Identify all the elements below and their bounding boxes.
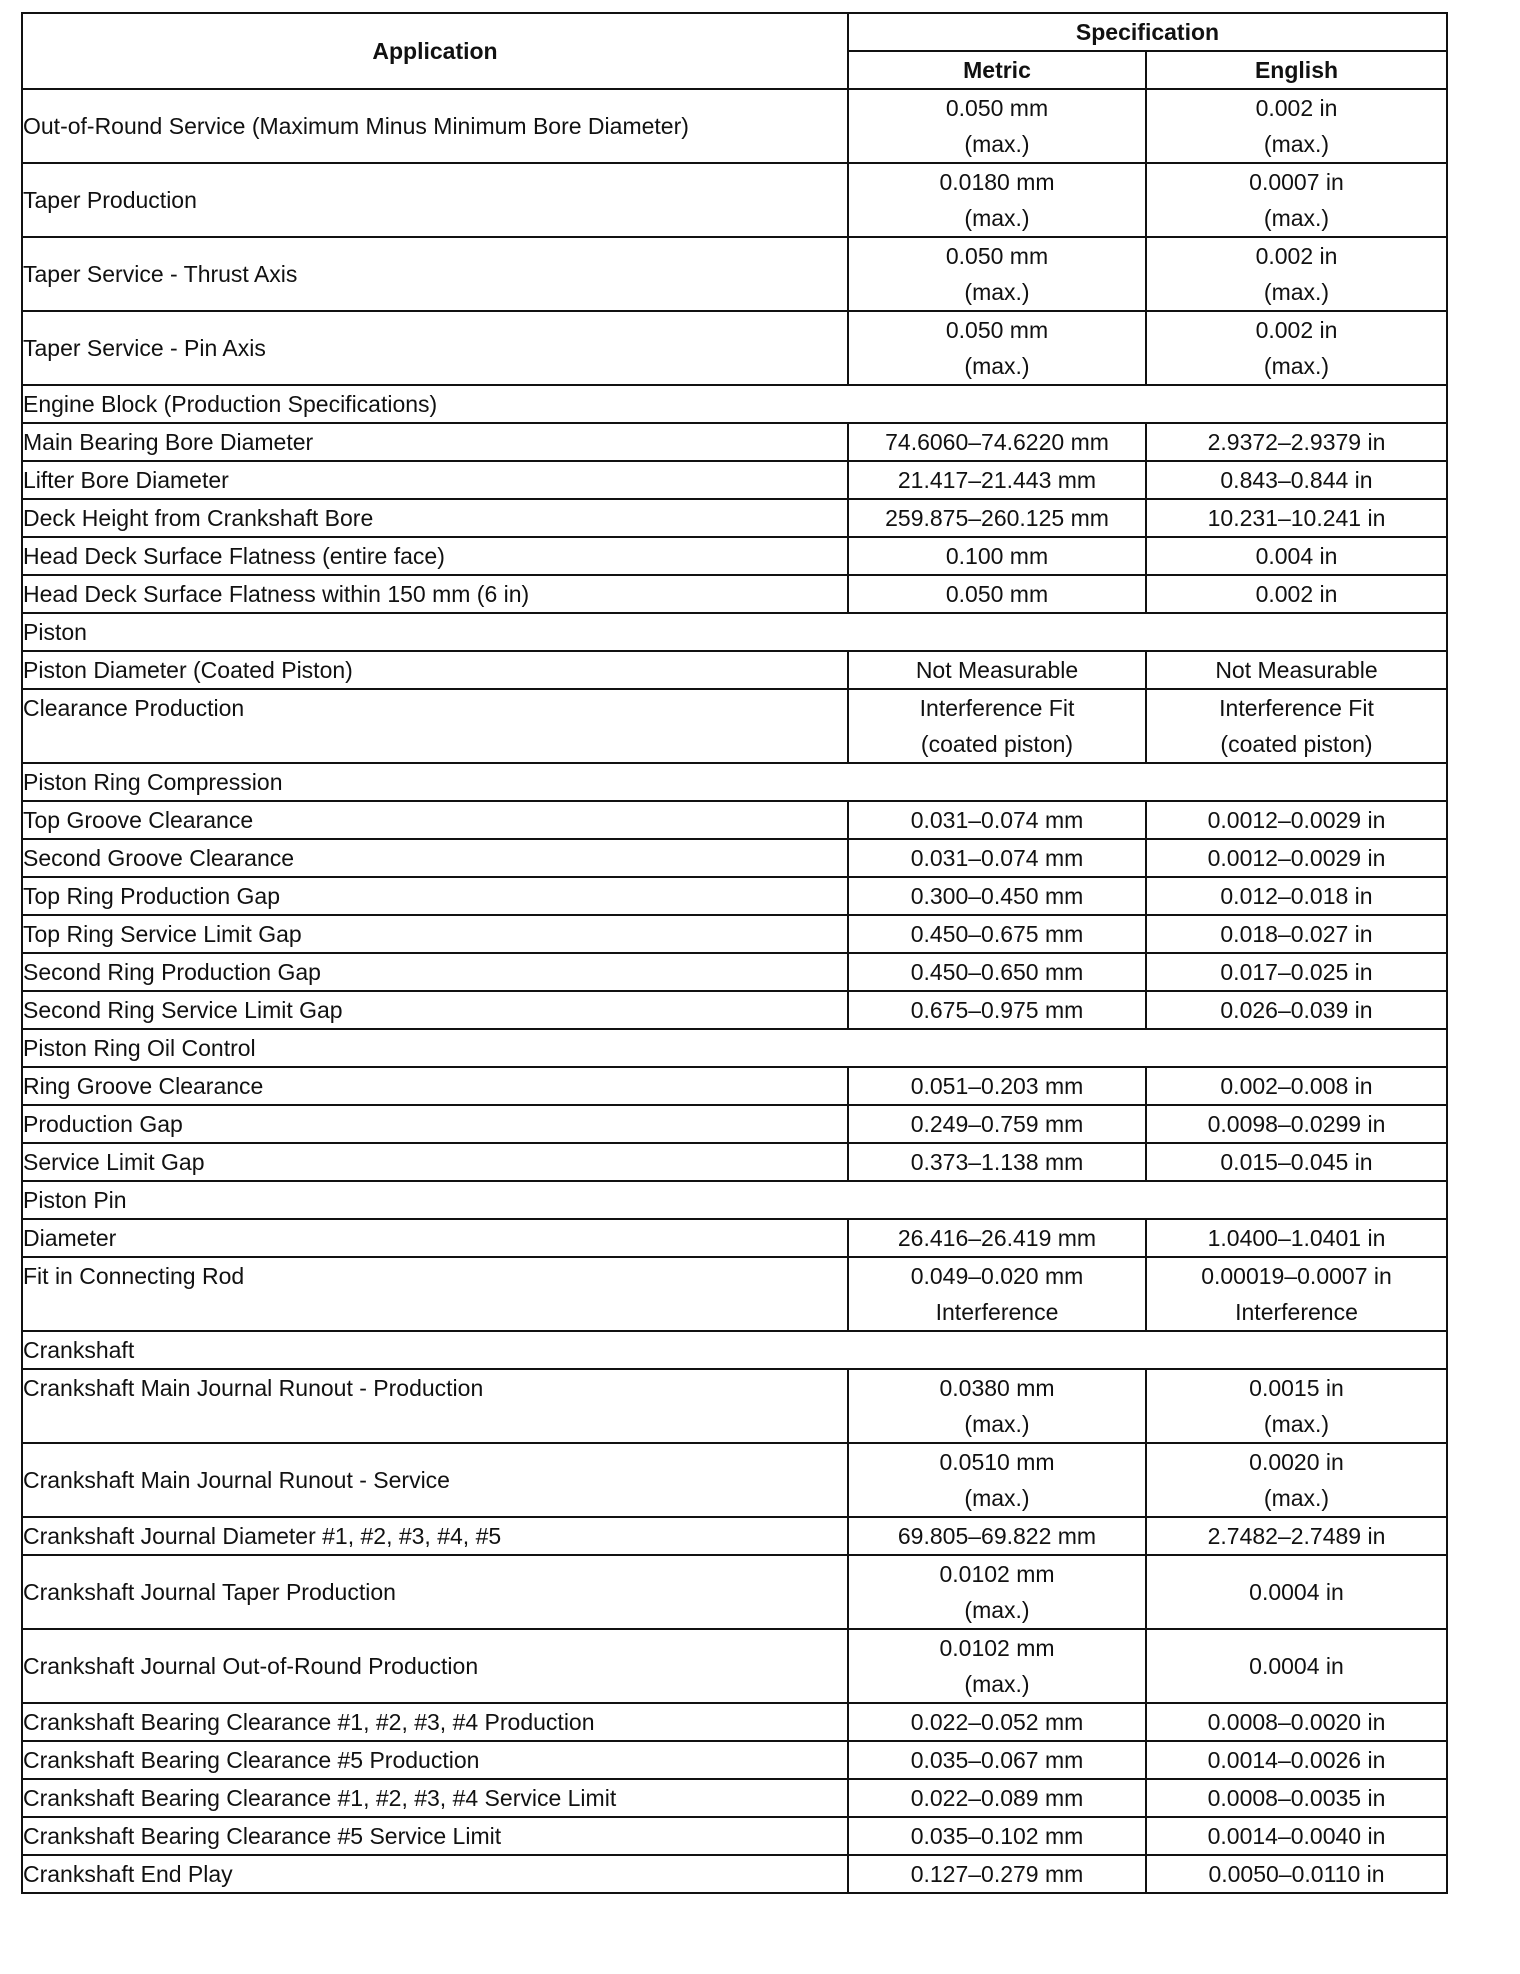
table-row <box>22 915 1447 953</box>
english-header: English <box>1146 51 1447 89</box>
english-cell <box>1146 1741 1447 1779</box>
specification-table <box>21 12 1448 1894</box>
table-body <box>22 89 1447 1893</box>
metric-cell <box>848 1517 1146 1555</box>
metric-cell <box>848 1443 1146 1517</box>
metric-cell <box>848 1105 1146 1143</box>
metric-cell <box>848 877 1146 915</box>
application-cell: Crankshaft Journal Taper Production <box>22 1555 848 1629</box>
english-value-line: 0.002 in <box>1255 317 1338 343</box>
metric-value-line: (max.) <box>964 131 1030 157</box>
metric-cell <box>848 991 1146 1029</box>
metric-value-line: 0.050 mm <box>945 317 1049 343</box>
metric-value-line: Interference Fit <box>919 695 1075 721</box>
metric-value-line: 0.050 mm <box>945 581 1049 607</box>
table-row <box>22 839 1447 877</box>
table-row <box>22 1629 1447 1703</box>
metric-cell <box>848 1703 1146 1741</box>
application-header: Application <box>22 13 848 89</box>
metric-cell <box>848 1629 1146 1703</box>
english-cell <box>1146 423 1447 461</box>
application-cell: Out-of-Round Service (Maximum Minus Minimum Bore Diameter) <box>22 89 848 163</box>
english-cell <box>1146 1855 1447 1893</box>
table-row <box>22 575 1447 613</box>
table-row <box>22 1741 1447 1779</box>
english-cell <box>1146 1105 1447 1143</box>
english-cell <box>1146 915 1447 953</box>
english-cell <box>1146 1067 1447 1105</box>
english-cell <box>1146 1555 1447 1629</box>
metric-value-line: 0.022–0.089 mm <box>910 1785 1084 1811</box>
application-cell: Top Ring Production Gap <box>22 877 848 915</box>
metric-value-line: 0.450–0.675 mm <box>910 921 1084 947</box>
application-cell: Crankshaft Journal Out-of-Round Production <box>22 1629 848 1703</box>
section-label: Crankshaft <box>22 1331 1447 1369</box>
table-row <box>22 1779 1447 1817</box>
english-value-line: 0.026–0.039 in <box>1220 997 1373 1023</box>
metric-value-line: 0.050 mm <box>945 95 1049 121</box>
metric-value-line: 0.0380 mm <box>939 1375 1055 1401</box>
english-cell <box>1146 1817 1447 1855</box>
metric-value-line: 0.450–0.650 mm <box>910 959 1084 985</box>
application-cell: Top Ring Service Limit Gap <box>22 915 848 953</box>
table-row <box>22 801 1447 839</box>
metric-value-line: 0.0180 mm <box>939 169 1055 195</box>
english-cell <box>1146 651 1447 689</box>
english-cell <box>1146 801 1447 839</box>
section-row <box>22 763 1447 801</box>
section-label: Piston Pin <box>22 1181 1447 1219</box>
application-cell: Second Groove Clearance <box>22 839 848 877</box>
metric-value-line: 0.035–0.102 mm <box>910 1823 1084 1849</box>
table-row <box>22 689 1447 763</box>
english-value-line: 0.0012–0.0029 in <box>1207 845 1386 871</box>
section-row <box>22 1331 1447 1369</box>
metric-cell <box>848 423 1146 461</box>
table-row <box>22 1443 1447 1517</box>
table-row <box>22 651 1447 689</box>
metric-cell <box>848 1779 1146 1817</box>
english-value-line: (coated piston) <box>1220 731 1373 757</box>
application-cell: Diameter <box>22 1219 848 1257</box>
table-row <box>22 1219 1447 1257</box>
table-row <box>22 1067 1447 1105</box>
english-value-line: 0.0008–0.0020 in <box>1207 1709 1386 1735</box>
metric-cell <box>848 311 1146 385</box>
metric-cell <box>848 537 1146 575</box>
english-cell <box>1146 953 1447 991</box>
metric-value-line: (max.) <box>964 1671 1030 1697</box>
metric-value-line: 0.0102 mm <box>939 1635 1055 1661</box>
english-cell <box>1146 461 1447 499</box>
english-value-line: 0.004 in <box>1255 543 1338 569</box>
metric-cell <box>848 461 1146 499</box>
application-cell: Clearance Production <box>22 689 848 763</box>
metric-cell <box>848 163 1146 237</box>
english-value-line: 10.231–10.241 in <box>1207 505 1386 531</box>
section-label: Piston <box>22 613 1447 651</box>
section-label: Piston Ring Compression <box>22 763 1447 801</box>
metric-value-line: 0.049–0.020 mm <box>910 1263 1084 1289</box>
english-cell <box>1146 311 1447 385</box>
english-cell <box>1146 1257 1447 1331</box>
table-row <box>22 1855 1447 1893</box>
application-cell: Main Bearing Bore Diameter <box>22 423 848 461</box>
application-cell: Deck Height from Crankshaft Bore <box>22 499 848 537</box>
section-label: Engine Block (Production Specifications) <box>22 385 1447 423</box>
metric-value-line: 0.0510 mm <box>939 1449 1055 1475</box>
metric-header: Metric <box>848 51 1146 89</box>
metric-value-line: (max.) <box>964 1485 1030 1511</box>
metric-value-line: 0.035–0.067 mm <box>910 1747 1084 1773</box>
metric-cell <box>848 953 1146 991</box>
specification-header: Specification <box>848 13 1447 51</box>
metric-value-line: 0.373–1.138 mm <box>910 1149 1084 1175</box>
english-value-line: 0.018–0.027 in <box>1220 921 1373 947</box>
metric-cell <box>848 1855 1146 1893</box>
metric-cell <box>848 1219 1146 1257</box>
section-row <box>22 1181 1447 1219</box>
english-value-line: 0.0012–0.0029 in <box>1207 807 1386 833</box>
metric-value-line: (max.) <box>964 1597 1030 1623</box>
english-value-line: (max.) <box>1263 279 1330 305</box>
english-value-line: 0.0020 in <box>1249 1449 1344 1475</box>
metric-value-line: 26.416–26.419 mm <box>897 1225 1097 1251</box>
application-cell: Taper Production <box>22 163 848 237</box>
english-value-line: 0.0004 in <box>1249 1579 1344 1605</box>
metric-value-line: 0.0102 mm <box>939 1561 1055 1587</box>
table-row <box>22 1555 1447 1629</box>
metric-value-line: 0.675–0.975 mm <box>910 997 1084 1023</box>
english-cell <box>1146 1779 1447 1817</box>
table-row <box>22 953 1447 991</box>
metric-value-line: 0.022–0.052 mm <box>910 1709 1084 1735</box>
metric-value-line: 0.300–0.450 mm <box>910 883 1084 909</box>
english-value-line: 0.0007 in <box>1249 169 1344 195</box>
application-cell: Crankshaft Bearing Clearance #5 Production <box>22 1741 848 1779</box>
application-cell: Crankshaft Bearing Clearance #5 Service Limit <box>22 1817 848 1855</box>
metric-cell <box>848 801 1146 839</box>
application-cell: Production Gap <box>22 1105 848 1143</box>
table-row <box>22 163 1447 237</box>
english-cell <box>1146 1703 1447 1741</box>
metric-cell <box>848 839 1146 877</box>
metric-value-line: Not Measurable <box>915 657 1079 683</box>
application-cell: Crankshaft Bearing Clearance #1, #2, #3, #4 Service Limit <box>22 1779 848 1817</box>
english-value-line: 0.0050–0.0110 in <box>1208 1861 1385 1887</box>
section-row <box>22 613 1447 651</box>
english-value-line: 0.015–0.045 in <box>1220 1149 1373 1175</box>
application-cell: Top Groove Clearance <box>22 801 848 839</box>
application-cell: Lifter Bore Diameter <box>22 461 848 499</box>
english-cell <box>1146 991 1447 1029</box>
metric-value-line: 0.127–0.279 mm <box>910 1861 1084 1887</box>
english-value-line: 0.0015 in <box>1249 1375 1344 1401</box>
english-value-line: (max.) <box>1263 1411 1330 1437</box>
english-value-line: Not Measurable <box>1215 657 1378 683</box>
metric-cell <box>848 237 1146 311</box>
metric-cell <box>848 1369 1146 1443</box>
english-value-line: 1.0400–1.0401 in <box>1207 1225 1386 1251</box>
english-value-line: 0.017–0.025 in <box>1220 959 1373 985</box>
table-row <box>22 1257 1447 1331</box>
metric-value-line: 0.031–0.074 mm <box>910 807 1084 833</box>
english-cell <box>1146 163 1447 237</box>
table-row <box>22 89 1447 163</box>
metric-cell <box>848 499 1146 537</box>
table-row <box>22 537 1447 575</box>
metric-value-line: 21.417–21.443 mm <box>897 467 1097 493</box>
english-cell <box>1146 1517 1447 1555</box>
metric-value-line: (max.) <box>964 205 1030 231</box>
english-value-line: (max.) <box>1263 353 1330 379</box>
english-value-line: 0.0098–0.0299 in <box>1207 1111 1386 1137</box>
metric-value-line: (max.) <box>964 279 1030 305</box>
application-cell: Service Limit Gap <box>22 1143 848 1181</box>
english-value-line: 0.002 in <box>1255 243 1338 269</box>
english-cell <box>1146 1629 1447 1703</box>
english-cell <box>1146 877 1447 915</box>
table-row <box>22 1369 1447 1443</box>
metric-value-line: 74.6060–74.6220 mm <box>885 429 1109 455</box>
metric-value-line: 0.249–0.759 mm <box>910 1111 1084 1137</box>
metric-value-line: 259.875–260.125 mm <box>885 505 1109 531</box>
application-cell: Taper Service - Thrust Axis <box>22 237 848 311</box>
english-value-line: 0.0014–0.0026 in <box>1207 1747 1386 1773</box>
english-cell <box>1146 689 1447 763</box>
english-value-line: 0.00019–0.0007 in <box>1201 1263 1392 1289</box>
english-cell <box>1146 1443 1447 1517</box>
section-row <box>22 385 1447 423</box>
section-row <box>22 1029 1447 1067</box>
application-cell: Fit in Connecting Rod <box>22 1257 848 1331</box>
metric-value-line: 0.050 mm <box>945 243 1049 269</box>
table-header <box>22 13 1447 89</box>
application-cell: Second Ring Service Limit Gap <box>22 991 848 1029</box>
english-value-line: 0.0014–0.0040 in <box>1207 1823 1386 1849</box>
english-value-line: 0.0008–0.0035 in <box>1207 1785 1386 1811</box>
table-row <box>22 1703 1447 1741</box>
table-row <box>22 237 1447 311</box>
application-cell: Crankshaft Bearing Clearance #1, #2, #3, #4 Production <box>22 1703 848 1741</box>
metric-value-line: (max.) <box>964 353 1030 379</box>
english-value-line: (max.) <box>1263 205 1330 231</box>
metric-cell <box>848 651 1146 689</box>
english-cell <box>1146 1369 1447 1443</box>
table-row <box>22 1105 1447 1143</box>
english-cell <box>1146 237 1447 311</box>
metric-value-line: Interference <box>935 1299 1059 1325</box>
english-cell <box>1146 499 1447 537</box>
english-value-line: (max.) <box>1263 1485 1330 1511</box>
table-row <box>22 1817 1447 1855</box>
english-value-line: 0.0004 in <box>1249 1653 1344 1679</box>
metric-value-line: 69.805–69.822 mm <box>897 1523 1097 1549</box>
table-row <box>22 1517 1447 1555</box>
application-cell: Taper Service - Pin Axis <box>22 311 848 385</box>
application-cell: Crankshaft End Play <box>22 1855 848 1893</box>
application-cell: Crankshaft Journal Diameter #1, #2, #3, #4, #5 <box>22 1517 848 1555</box>
table-row <box>22 991 1447 1029</box>
application-cell: Piston Diameter (Coated Piston) <box>22 651 848 689</box>
english-value-line: Interference Fit <box>1219 695 1374 721</box>
english-value-line: Interference <box>1235 1299 1358 1325</box>
english-value-line: 0.002 in <box>1255 581 1338 607</box>
english-value-line: 2.7482–2.7489 in <box>1207 1523 1386 1549</box>
english-value-line: 0.843–0.844 in <box>1220 467 1373 493</box>
application-cell: Crankshaft Main Journal Runout - Production <box>22 1369 848 1443</box>
application-cell: Crankshaft Main Journal Runout - Service <box>22 1443 848 1517</box>
metric-value-line: (coated piston) <box>920 731 1074 757</box>
english-cell <box>1146 839 1447 877</box>
metric-cell <box>848 1555 1146 1629</box>
table-row <box>22 877 1447 915</box>
table-row <box>22 311 1447 385</box>
table-row <box>22 423 1447 461</box>
table-row <box>22 1143 1447 1181</box>
metric-cell <box>848 689 1146 763</box>
metric-cell <box>848 1817 1146 1855</box>
metric-cell <box>848 1067 1146 1105</box>
table-row <box>22 461 1447 499</box>
english-value-line: 0.012–0.018 in <box>1220 883 1373 909</box>
english-value-line: 2.9372–2.9379 in <box>1207 429 1386 455</box>
english-value-line: (max.) <box>1263 131 1330 157</box>
application-cell: Head Deck Surface Flatness (entire face) <box>22 537 848 575</box>
english-cell <box>1146 89 1447 163</box>
english-value-line: 0.002 in <box>1255 95 1338 121</box>
english-cell <box>1146 575 1447 613</box>
metric-cell <box>848 575 1146 613</box>
metric-cell <box>848 1257 1146 1331</box>
metric-value-line: 0.051–0.203 mm <box>910 1073 1084 1099</box>
application-cell: Head Deck Surface Flatness within 150 mm (6 in) <box>22 575 848 613</box>
metric-cell <box>848 1143 1146 1181</box>
table-row <box>22 499 1447 537</box>
section-label: Piston Ring Oil Control <box>22 1029 1447 1067</box>
english-value-line: 0.002–0.008 in <box>1220 1073 1373 1099</box>
application-cell: Second Ring Production Gap <box>22 953 848 991</box>
english-cell <box>1146 1143 1447 1181</box>
metric-value-line: 0.031–0.074 mm <box>910 845 1084 871</box>
metric-value-line: 0.100 mm <box>945 543 1049 569</box>
english-cell <box>1146 1219 1447 1257</box>
application-cell: Ring Groove Clearance <box>22 1067 848 1105</box>
metric-value-line: (max.) <box>964 1411 1030 1437</box>
english-cell <box>1146 537 1447 575</box>
metric-cell <box>848 89 1146 163</box>
metric-cell <box>848 1741 1146 1779</box>
metric-cell <box>848 915 1146 953</box>
